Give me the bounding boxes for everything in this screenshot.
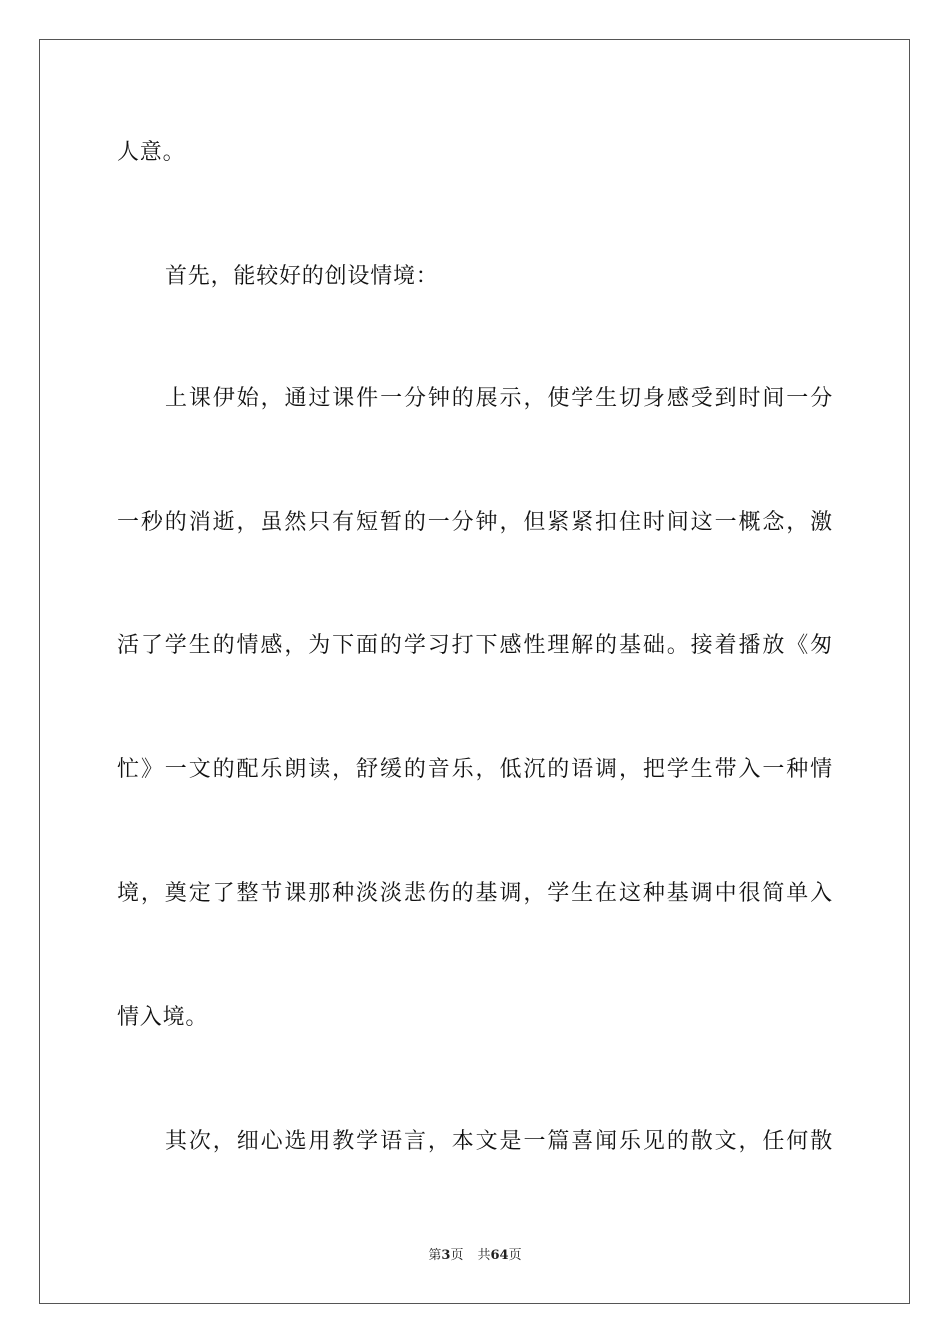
- page-prefix: 第: [428, 1248, 442, 1263]
- text-line: 情入境。: [117, 1005, 209, 1030]
- paragraph-first-line: 首先，能较好的创设情境：: [165, 264, 439, 289]
- page-footer: [0, 1247, 950, 1265]
- current-page-number: 3: [441, 1248, 451, 1263]
- total-prefix: 共: [477, 1248, 491, 1263]
- text-line: 活了学生的情感，为下面的学习打下感性理解的基础。接着播放《匆: [117, 633, 833, 658]
- paragraph-first-line: 上课伊始，通过课件一分钟的展示，使学生切身感受到时间一分: [165, 386, 833, 411]
- paragraph-first-line: 其次，细心选用教学语言，本文是一篇喜闻乐见的散文，任何散: [165, 1129, 833, 1154]
- text-line: 一秒的消逝，虽然只有短暂的一分钟，但紧紧扣住时间这一概念，激: [117, 510, 833, 535]
- text-line: 人意。: [117, 140, 186, 165]
- total-suffix: 页: [508, 1248, 522, 1263]
- page-suffix: 页: [450, 1248, 464, 1263]
- text-line: 境，奠定了整节课那种淡淡悲伤的基调，学生在这种基调中很简单入: [117, 881, 833, 906]
- text-line: 忙》一文的配乐朗读，舒缓的音乐，低沉的语调，把学生带入一种情: [117, 757, 833, 782]
- total-page-count: 64: [490, 1248, 509, 1263]
- page-border: [39, 39, 910, 1304]
